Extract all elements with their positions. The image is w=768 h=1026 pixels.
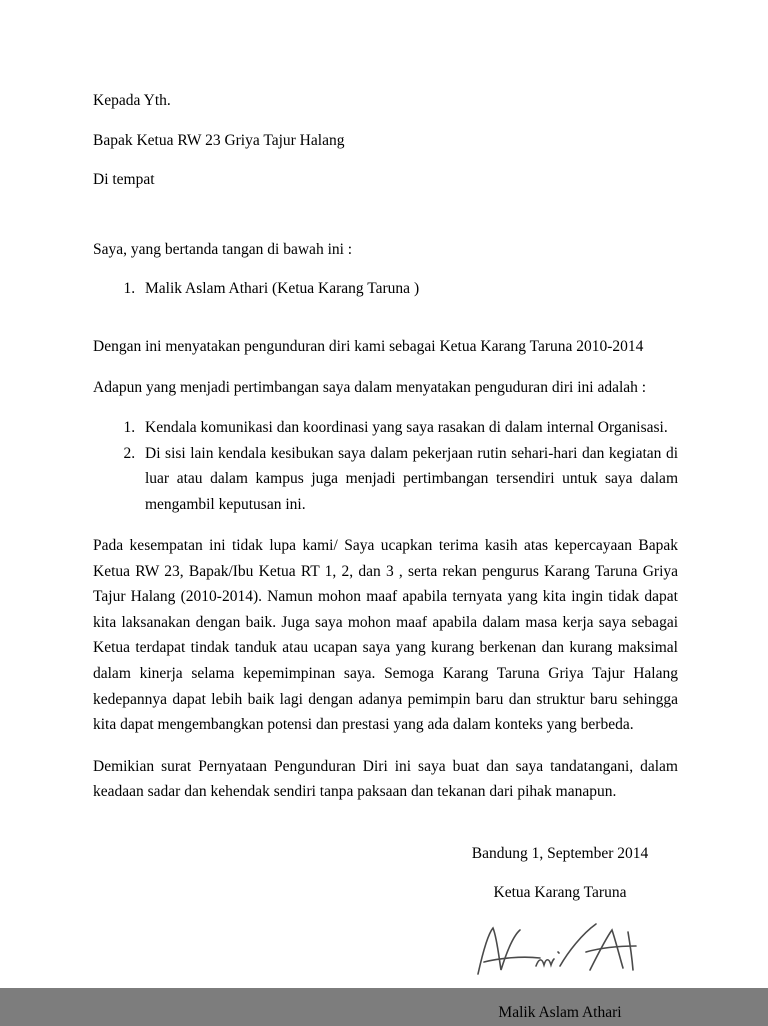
- recipient-place: Di tempat: [93, 171, 155, 189]
- reason-item: 2. Di sisi lain kendala kesibukan saya dalam pekerjaan rutin sehari-hari dan kegiatan di luar atau dalam kampus juga menjadi pertimbangan tersendiri untuk saya dalam mengambil keputusan ini.: [139, 441, 678, 518]
- reasons-intro: Adapun yang menjadi pertimbangan saya dalam menyatakan penguduran diri ini adalah :: [93, 379, 647, 397]
- spacer: [93, 318, 678, 334]
- reasons-list: [93, 415, 678, 517]
- body-paragraph: Pada kesempatan ini tidak lupa kami/ Saya ucapkan terima kasih atas kepercayaan Bapak Ketua RW 23, Bapak/Ibu Ketua RT 1, 2, dan 3 , serta rekan pengurus Karang Taruna Griya Tajur Halang (2010-2014). Namun mohon maaf apabila ternyata yang kita ingin tidak dapat kita laksanakan dengan baik. Juga saya mohon maaf apabila dalam masa kerja saya sebagai Ketua terdapat tindak tanduk atau ucapan saya yang kurang berkenan dan kurang maksimal dalam kinerja selama kepemimpinan saya. Semoga Karang Taruna Griya Tajur Halang kedepannya dapat lebih baik lagi dengan adanya pemimpin baru dan struktur baru sehingga kita dapat mengembangkan potensi dan prestasi yang ada dalam konteks yang berbeda.: [93, 537, 678, 734]
- signer-name: Malik Aslam Athari: [498, 1003, 622, 1021]
- declarant-list: [93, 276, 678, 302]
- signer-position: Ketua Karang Taruna: [493, 884, 627, 902]
- signature-strokes: [470, 918, 650, 988]
- closing-paragraph: Demikian surat Pernyataan Pengunduran Diri ini saya buat dan saya tandatangani, dalam keadaan sadar dan kehendak sendiri tanpa paksaan dan tekanan dari pihak manapun.: [93, 757, 678, 801]
- signature-block: [442, 841, 678, 1026]
- declarant-item: 1. Malik Aslam Athari (Ketua Karang Taruna ): [139, 276, 678, 302]
- recipient-name: Bapak Ketua RW 23 Griya Tajur Halang: [93, 131, 345, 149]
- recipient-salutation: Kepada Yth.: [93, 92, 171, 109]
- spacer: [93, 207, 678, 237]
- reason-item: 1. Kendala komunikasi dan koordinasi yang saya rasakan di dalam internal Organisasi.: [139, 415, 678, 441]
- signature-image: [442, 914, 678, 992]
- statement-line: Dengan ini menyatakan pengunduran diri kami sebagai Ketua Karang Taruna 2010-2014: [93, 337, 644, 355]
- opening-line: Saya, yang bertanda tangan di bawah ini :: [93, 240, 353, 258]
- date-line: Bandung 1, September 2014: [471, 844, 649, 862]
